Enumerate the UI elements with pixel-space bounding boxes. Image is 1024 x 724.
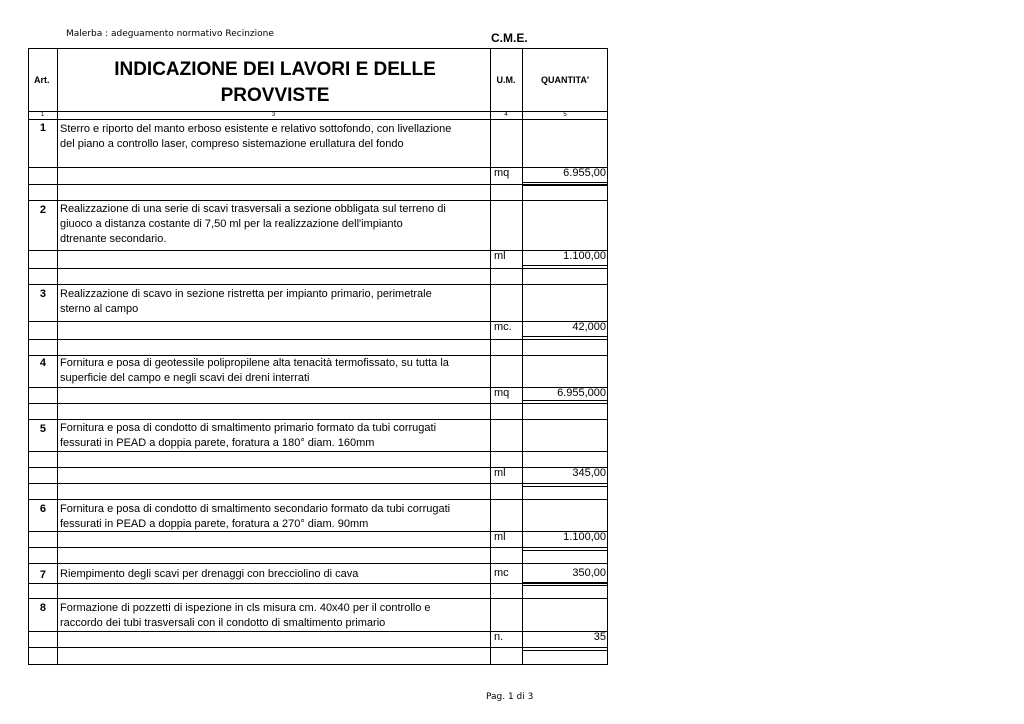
- row-divider: [28, 563, 608, 564]
- quantity-underline: [522, 339, 608, 340]
- item-number: 1: [39, 122, 46, 134]
- row-divider: [28, 200, 608, 201]
- column-header-description-line-1: INDICAZIONE DEI LAVORI E DELLE: [114, 59, 436, 80]
- row-divider: [28, 467, 608, 468]
- row-divider: [28, 167, 608, 168]
- page-number: Pag. 1 di 3: [486, 692, 534, 702]
- item-number: 4: [39, 357, 46, 369]
- column-number-5: 5: [563, 112, 567, 118]
- column-number-4: 4: [504, 112, 508, 118]
- item-unit: ml: [494, 467, 506, 479]
- row-divider: [28, 403, 608, 404]
- item-description-line: dtrenante secondario.: [60, 233, 167, 245]
- item-description: [60, 567, 490, 582]
- quantity-underline: [522, 547, 608, 548]
- item-unit: mc: [494, 567, 509, 579]
- item-number: 3: [39, 288, 46, 300]
- item-description-line: raccordo dei tubi trasversali con il condotto di smaltimento primario: [60, 617, 386, 629]
- row-divider: [28, 451, 608, 452]
- column-divider-description: [490, 48, 491, 665]
- item-number: 6: [39, 503, 46, 515]
- column-number-divider: [28, 119, 608, 120]
- quantity-underline: [522, 486, 608, 487]
- row-divider: [28, 598, 608, 599]
- column-header-quantity: QUANTITA': [541, 75, 589, 85]
- item-description-line: sterno al campo: [60, 303, 139, 315]
- row-divider: [28, 184, 608, 185]
- item-quantity: 350,00: [572, 567, 606, 579]
- item-quantity: 6.955,000: [557, 387, 606, 399]
- column-header-um: U.M.: [496, 75, 516, 85]
- quantity-underline: [522, 550, 608, 551]
- quantity-underline: [522, 582, 608, 583]
- quantity-underline: [522, 336, 608, 337]
- item-quantity: 345,00: [572, 467, 606, 479]
- row-divider: [28, 631, 608, 632]
- row-divider: [28, 419, 608, 420]
- row-divider: [28, 387, 608, 388]
- row-divider: [28, 547, 608, 548]
- row-divider: [28, 321, 608, 322]
- item-description-line: superficie del campo e negli scavi dei dreni interrati: [60, 372, 310, 384]
- quantity-underline: [522, 650, 608, 651]
- item-unit: n.: [494, 631, 504, 643]
- column-header-description-line-2: PROVVISTE: [220, 85, 330, 106]
- item-description-line: Fornitura e posa di geotessile polipropilene alta tenacità termofissato, su tutta la: [60, 357, 449, 369]
- quantity-underline: [522, 185, 608, 186]
- item-description-line: Riempimento degli scavi per drenaggi con brecciolino di cava: [60, 568, 359, 580]
- item-description-line: fessurati in PEAD a doppia parete, foratura a 270° diam. 90mm: [60, 518, 369, 530]
- quantity-underline: [522, 585, 608, 586]
- item-description-line: Fornitura e posa di condotto di smaltimento primario formato da tubi corrugati: [60, 422, 437, 434]
- item-description-line: giuoco a distanza costante di 7,50 ml per la realizzazione dell'impianto: [60, 218, 403, 230]
- quantity-underline: [522, 647, 608, 648]
- quantity-underline: [522, 400, 608, 401]
- row-divider: [28, 483, 608, 484]
- item-description-line: del piano a controllo laser, compreso sistemazione erullatura del fondo: [60, 138, 404, 150]
- item-quantity: 35: [593, 631, 606, 643]
- item-number: 5: [39, 423, 46, 435]
- item-description: [60, 421, 490, 451]
- item-unit: ml: [494, 531, 506, 543]
- row-divider: [28, 339, 608, 340]
- document-title: Malerba : adeguamento normativo Recinzione: [66, 29, 274, 39]
- row-divider: [28, 647, 608, 648]
- row-divider: [28, 583, 608, 584]
- item-description: [60, 287, 490, 317]
- row-divider: [28, 268, 608, 269]
- item-quantity: 42,000: [572, 321, 606, 333]
- column-number-3: 3: [271, 112, 276, 118]
- item-description: [60, 356, 490, 386]
- item-unit: ml: [494, 250, 506, 262]
- column-header-art: Art.: [34, 75, 50, 85]
- cme-label: C.M.E.: [491, 31, 528, 45]
- row-divider: [28, 250, 608, 251]
- quantity-underline: [522, 182, 608, 183]
- quantity-underline: [522, 268, 608, 269]
- item-quantity: 6.955,00: [563, 167, 606, 179]
- item-description: [60, 122, 490, 152]
- item-description-line: Realizzazione di scavo in sezione ristretta per impianto primario, perimetrale: [60, 288, 432, 300]
- quantity-underline: [522, 403, 608, 404]
- item-description: [60, 202, 490, 247]
- item-description-line: Formazione di pozzetti di ispezione in cls misura cm. 40x40 per il controllo e: [60, 602, 431, 614]
- column-number-1: 1: [40, 112, 45, 118]
- item-number: 2: [39, 204, 46, 216]
- quantity-underline: [522, 265, 608, 266]
- row-divider: [28, 499, 608, 500]
- item-description-line: Fornitura e posa di condotto di smaltimento secondario formato da tubi corrugati: [60, 503, 451, 515]
- item-unit: mq: [494, 387, 510, 399]
- item-description-line: Realizzazione di una serie di scavi trasversali a sezione obbligata sul terreno di: [60, 203, 446, 215]
- item-quantity: 1.100,00: [563, 250, 606, 262]
- item-description: [60, 502, 490, 532]
- item-number: 8: [39, 602, 46, 614]
- item-unit: mc.: [494, 321, 512, 333]
- item-description-line: Sterro e riporto del manto erboso esistente e relativo sottofondo, con livellazione: [60, 123, 452, 135]
- column-divider-art: [57, 48, 58, 665]
- row-divider: [28, 284, 608, 285]
- row-divider: [28, 531, 608, 532]
- column-header-description: [90, 57, 460, 109]
- item-number: 7: [39, 569, 46, 581]
- item-description-line: fessurati in PEAD a doppia parete, foratura a 180° diam. 160mm: [60, 437, 375, 449]
- item-quantity: 1.100,00: [563, 531, 606, 543]
- item-unit: mq: [494, 167, 510, 179]
- quantity-underline: [522, 483, 608, 484]
- item-description: [60, 601, 490, 631]
